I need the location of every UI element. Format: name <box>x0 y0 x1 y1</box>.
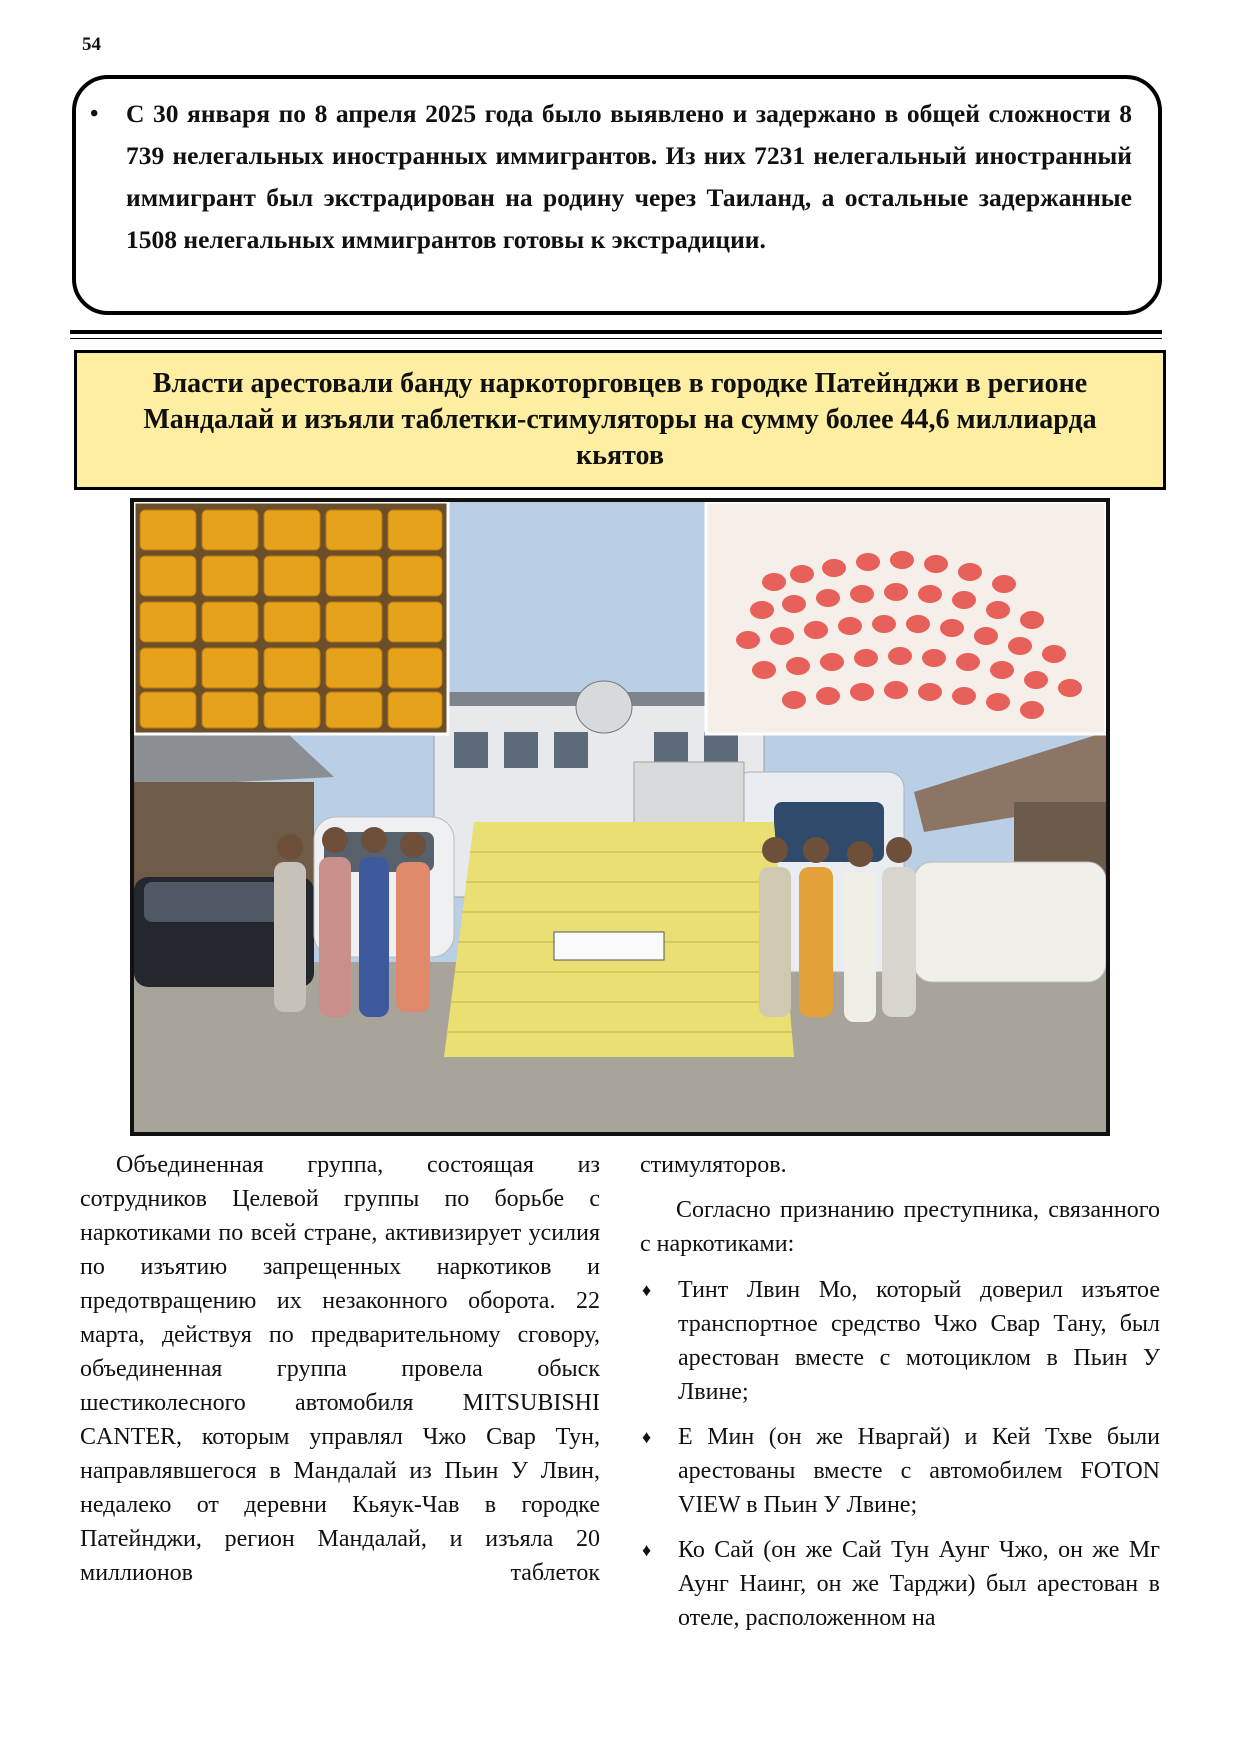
bullet-icon: • <box>90 101 99 127</box>
package-sign <box>554 932 664 960</box>
diamond-bullet-icon: ♦ <box>642 1427 652 1447</box>
article-photo <box>130 498 1110 1136</box>
page-number: 54 <box>82 34 101 55</box>
article-headline: Власти арестовали банду наркоторговцев в городке Патейнджи в регионе Мандалай и изъяли таблетки-стимуляторы на сумму более 44,6 миллиарда кьятов <box>74 350 1166 490</box>
satellite-dish <box>576 681 632 733</box>
list-item-text: Ко Сай (он же Сай Тун Аунг Чжо, он же Мг Аунг Наинг, он же Тарджи) был арестован в отеле, расположенном на <box>678 1537 1160 1631</box>
red-pills-inset <box>706 502 1106 734</box>
list-item <box>640 1420 1160 1522</box>
suspects-list <box>640 1273 1160 1635</box>
list-item <box>640 1273 1160 1409</box>
notice-item <box>90 93 1132 261</box>
notice-box <box>72 75 1162 315</box>
section-divider-thin <box>70 338 1162 339</box>
list-item-text: Тинт Лвин Мо, который доверил изъятое транспортное средство Чжо Свар Тану, был арестован вместе с мотоциклом в Пьин У Лвине; <box>678 1277 1160 1405</box>
list-item <box>640 1533 1160 1635</box>
section-divider-thick <box>70 330 1162 334</box>
article-intro: Согласно признанию преступника, связанного с наркотиками: <box>640 1197 1160 1257</box>
article-right-column <box>640 1148 1160 1646</box>
white-car <box>914 862 1106 982</box>
list-item-text: Е Мин (он же Нваргай) и Кей Тхве были арестованы вместе с автомобилем FOTON VIEW в Пьин У Лвине; <box>678 1424 1160 1518</box>
yellow-packages-inset <box>134 502 448 734</box>
article-paragraph: Объединенная группа, состоящая из сотрудников Целевой группы по борьбе с наркотиками по всей стране, активизирует усилия по изъятию запрещенных наркотиков и предотвращению их незаконного оборота. 22 марта, действуя по предварительному сговору, объединенная группа провела обыск шестиколесного автомобиля MITSUBISHI CANTER, которым управлял Чжо Свар Тун, направлявшегося в Мандалай из Пьин У Лвин, недалеко от деревни Кьяук-Чав в городке Патейнджи, регион Мандалай, и изъяла 20 миллионов таблеток <box>80 1152 600 1586</box>
diamond-bullet-icon: ♦ <box>642 1540 652 1560</box>
diamond-bullet-icon: ♦ <box>642 1280 652 1300</box>
article-left-column <box>80 1148 600 1590</box>
notice-text: С 30 января по 8 апреля 2025 года было выявлено и задержано в общей сложности 8 739 нелегальных иностранных иммигрантов. Из них 7231 нелегальный иностранный иммигрант был экстрадирован на родину через Таиланд, а остальные задержанные 1508 нелегальных иммигрантов готовы к экстрадиции. <box>126 99 1132 254</box>
article-continuation: стимуляторов. <box>640 1152 787 1178</box>
notice-list <box>76 79 1158 261</box>
